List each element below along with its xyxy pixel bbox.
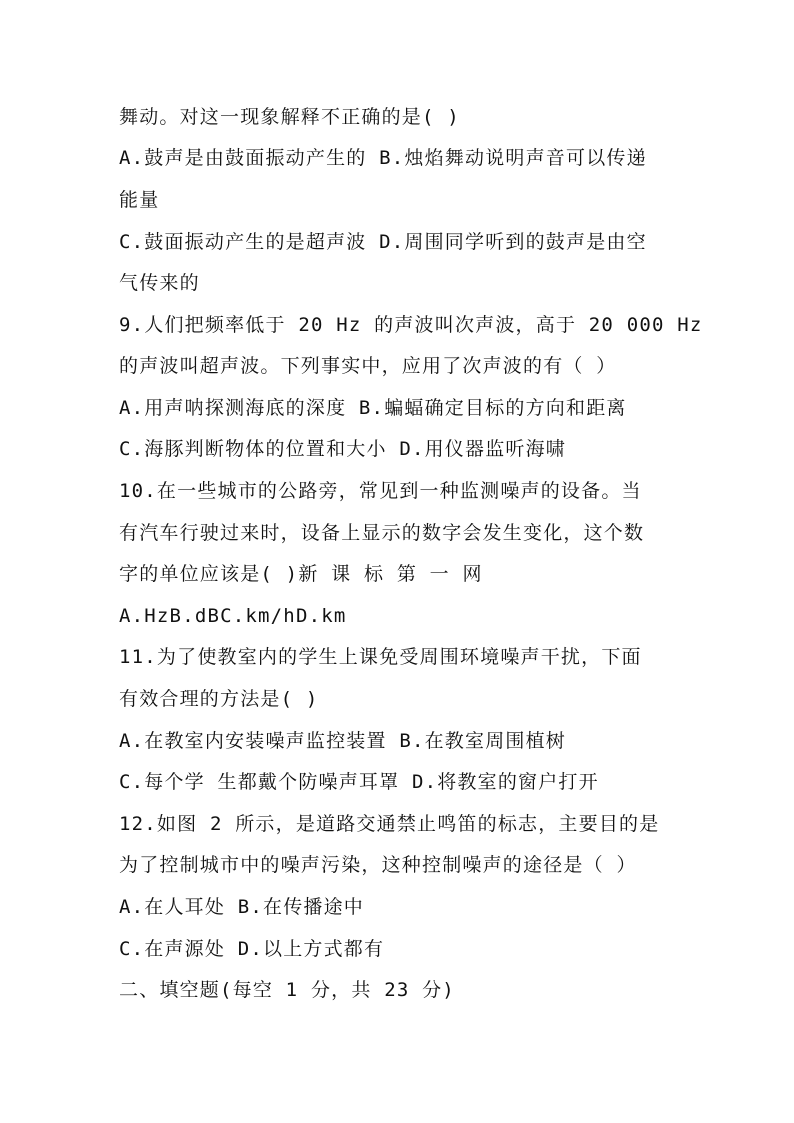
text-line: 12.如图 2 所示，是道路交通禁止鸣笛的标志，主要目的是	[119, 813, 660, 835]
text-line: 有汽车行驶过来时，设备上显示的数字会发生变化，这个数	[119, 522, 645, 544]
text-line: 气传来的	[119, 272, 200, 294]
section-heading: 二、填空题(每空 1 分，共 23 分)	[119, 979, 455, 1001]
text-line: C.在声源处 D.以上方式都有	[119, 938, 385, 960]
text-line: A.在教室内安装噪声监控装置 B.在教室周围植树	[119, 730, 566, 752]
text-line: 为了控制城市中的噪声污染，这种控制噪声的途径是（ ）	[119, 854, 637, 876]
text-line: A.鼓声是由鼓面振动产生的 B.烛焰舞动说明声音可以传递	[119, 147, 647, 169]
text-line: 字的单位应该是( )新 课 标 第 一 网	[119, 563, 483, 585]
text-line: C.海豚判断物体的位置和大小 D.用仪器监听海啸	[119, 438, 566, 460]
text-line: 11.为了使教室内的学生上课免受周围环境噪声干扰，下面	[119, 646, 642, 668]
text-line: A.HzB.dBC.km/hD.km	[119, 605, 347, 627]
text-line: A.在人耳处 B.在传播途中	[119, 896, 364, 918]
text-line: 9.人们把频率低于 20 Hz 的声波叫次声波，高于 20 000 Hz	[119, 314, 703, 336]
text-line: A.用声呐探测海底的深度 B.蝙蝠确定目标的方向和距离	[119, 397, 627, 419]
text-line: C.每个学 生都戴个防噪声耳罩 D.将教室的窗户打开	[119, 771, 599, 793]
text-line: C.鼓面振动产生的是超声波 D.周围同学听到的鼓声是由空	[119, 231, 647, 253]
text-line: 能量	[119, 189, 160, 211]
text-line: 的声波叫超声波。下列事实中，应用了次声波的有（ ）	[119, 355, 617, 377]
text-line: 舞动。对这一现象解释不正确的是( )	[119, 106, 460, 128]
text-line: 10.在一些城市的公路旁，常见到一种监测噪声的设备。当	[119, 480, 642, 502]
text-line: 有效合理的方法是( )	[119, 688, 319, 710]
